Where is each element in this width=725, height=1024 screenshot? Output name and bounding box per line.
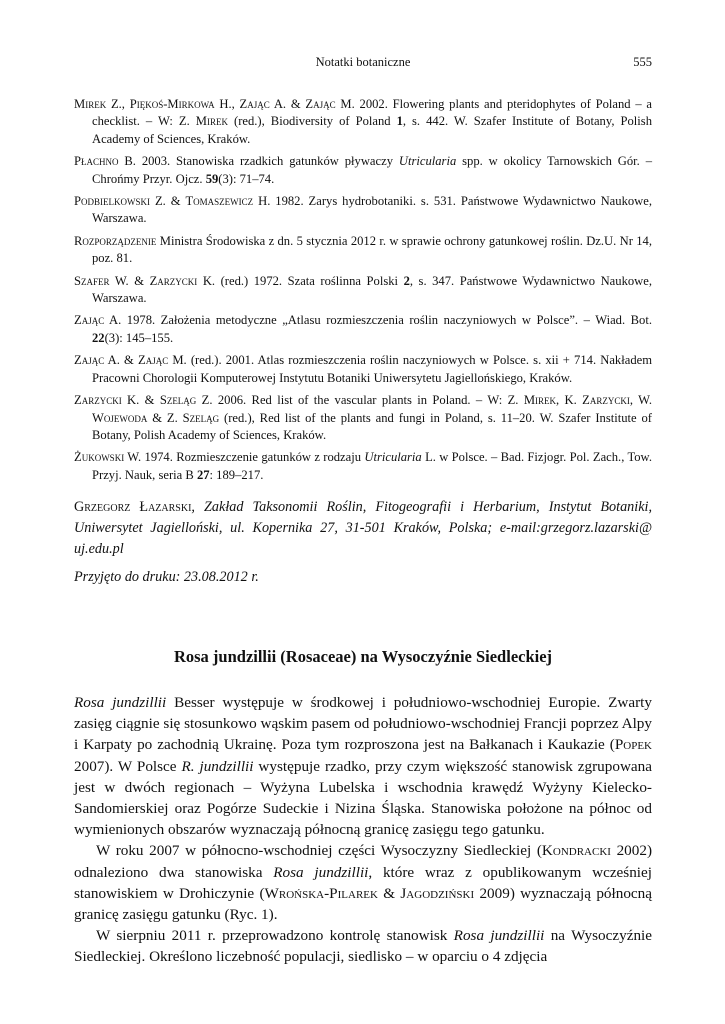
reference-item: Zając A. & Zając M. (red.). 2001. Atlas rozmieszczenia roślin naczyniowych w Polsce. s. xii + 714. Nakładem Pracowni Chorologii Komputerowej Instytutu Botaniki Uniwersytetu Jagiellońskiego, Kraków.	[74, 353, 652, 385]
article-title: Rosa jundzillii (Rosaceae) na Wysoczyźnie Siedleckiej	[173, 647, 553, 666]
paragraph: W sierpniu 2011 r. przeprowadzono kontrolę stanowisk Rosa jundzillii na Wysoczyźnie Siedleckiej. Określono liczebność populacji, siedlisko – w oparciu o 4 zdjęcia	[74, 927, 652, 966]
article-body	[74, 692, 652, 968]
reference-item: Szafer W. & Zarzycki K. (red.) 1972. Szata roślinna Polski 2, s. 347. Państwowe Wydawnictwo Naukowe, Warszawa.	[74, 273, 652, 306]
author-name: Grzegorz Łazarski	[74, 499, 192, 515]
reference-item: Żukowski W. 1974. Rozmieszczenie gatunków z rodzaju Utricularia L. w Polsce. – Bad. Fizjogr. Pol. Zach., Tow. Przyj. Nauk, seria B 27: 189–217.	[74, 450, 652, 482]
running-title: Notatki botaniczne	[315, 55, 411, 69]
author-affiliation: Grzegorz Łazarski, Zakład Taksonomii Roślin, Fitogeografii i Herbarium, Instytut Botaniki, Uniwersytet Jagielloński, ul. Kopernika 27, 31-501 Kraków, Polska; e-mail:grzegorz.lazarski@ uj.edu.pl	[74, 499, 652, 557]
paragraph: W roku 2007 w północno-wschodniej części Wysoczyzny Siedleckiej (Kondracki 2002) odnaleziono dwa stanowiska Rosa jundzillii, które wraz z opublikowanym wcześniej stanowiskiem w Drohiczynie (Wrońska-Pilarek & Jagodziński 2009) wyznaczają północną granicę zasięgu gatunku (Ryc. 1).	[74, 842, 652, 924]
paragraph: Rosa jundzillii Besser występuje w środkowej i południowo-wschodniej Europie. Zwarty zasięg ciągnie się stosunkowo wąskim pasem od południowo-wschodniej Francji poprzez Alpy i Karpaty po zachodnią Ukrainę. Poza tym rozproszona jest na Bałkanach i Kaukazie (Popek 2007). W Polsce R. jundzillii występuje rzadko, przy czym większość stanowisk zgrupowana jest w dwóch regionach – Wyżyna Lubelska i wschodnia krawędź Wyżyny Kielecko-Sandomierskiej oraz Pogórze Sudeckie i Nizina Śląska. Stanowiska położone na północ od wymienionych obszarów wyznaczają północną granicę zasięgu tego gatunku.	[74, 694, 652, 839]
reference-item: Rozporządzenie Ministra Środowiska z dn. 5 stycznia 2012 r. w sprawie ochrony gatunkowej roślin. Dz.U. Nr 14, poz. 81.	[74, 233, 652, 266]
reference-item: Płachno B. 2003. Stanowiska rzadkich gatunków pływaczy Utricularia spp. w okolicy Tarnowskich Gór. – Chrońmy Przyr. Ojcz. 59(3): 71–74.	[74, 154, 652, 186]
reference-item: Zając A. 1978. Założenia metodyczne „Atlasu rozmieszczenia roślin naczyniowych w Polsce”. – Wiad. Bot. 22(3): 145–155.	[74, 313, 652, 345]
page-number: 555	[633, 55, 652, 69]
reference-item: Podbielkowski Z. & Tomaszewicz H. 1982. Zarys hydrobotaniki. s. 531. Państwowe Wydawnictwo Naukowe, Warszawa.	[74, 194, 652, 226]
accepted-date: Przyjęto do druku: 23.08.2012 r.	[74, 569, 259, 585]
reference-item: Zarzycki K. & Szeląg Z. 2006. Red list of the vascular plants in Poland. – W: Z. Mirek, K. Zarzycki, W. Wojewoda & Z. Szeląg (red.), Red list of the plants and fungi in Poland, s. 11–20. W. Szafer Institute of Botany, Polish Academy of Sciences, Kraków.	[74, 393, 652, 442]
reference-list	[74, 96, 652, 489]
reference-item: Mirek Z., Piękoś-Mirkowa H., Zając A. & Zając M. 2002. Flowering plants and pteridophytes of Poland – a checklist. – W: Z. Mirek (red.), Biodiversity of Poland 1, s. 442. W. Szafer Institute of Botany, Polish Academy of Sciences, Kraków.	[74, 97, 652, 146]
